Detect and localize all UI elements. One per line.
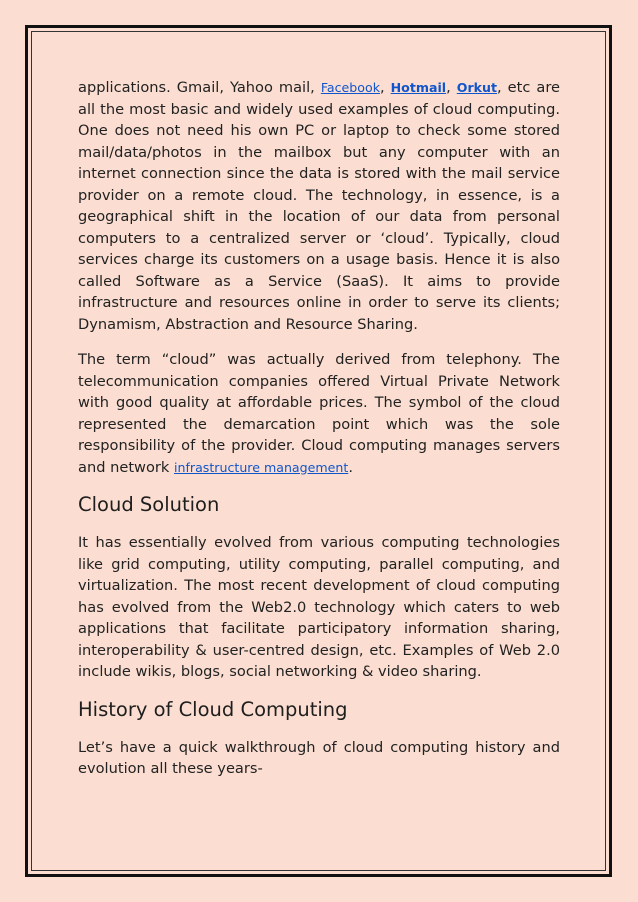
separator: , — [446, 79, 457, 96]
orkut-link[interactable]: Orkut — [456, 80, 498, 95]
heading-cloud-solution: Cloud Solution — [78, 493, 220, 516]
hotmail-link[interactable]: Hotmail — [390, 80, 447, 95]
document-body — [78, 77, 560, 794]
paragraph-cloud-intro — [78, 77, 560, 335]
paragraph-text: , etc are all the most basic and widely used examples of cloud computing. One does not need his own PC or laptop to check some stored mail/data/photos in the mailbox but any computer with an internet connection since the data is stored with the mail service provider on a remote cloud. The technology, in essence, is a geographical shift in the location of our data from personal computers to a centralized server or ‘cloud’. Typically, cloud services charge its customers on a usage basis. Hence it is also called Software as a Service (SaaS). It aims to provide infrastructure and resources online in order to serve its clients; Dynamism, Abstraction and Resource Sharing. — [78, 79, 560, 333]
paragraph-text: applications. Gmail, Yahoo mail, — [78, 79, 321, 96]
paragraph-text: The term “cloud” was actually derived from telephony. The telecommunication companies offered Virtual Private Network with good quality at affordable prices. The symbol of the cloud represented the demarcation point which was the sole responsibility of the provider. Cloud computing manages servers and network — [78, 351, 560, 476]
paragraph-cloud-term — [78, 349, 560, 478]
facebook-link[interactable]: Facebook — [320, 80, 380, 95]
paragraph-end: . — [348, 458, 353, 476]
paragraph-history-intro: Let’s have a quick walkthrough of cloud computing history and evolution all these years- — [78, 738, 560, 777]
paragraph-cloud-solution: It has essentially evolved from various computing technologies like grid computing, utility computing, parallel computing, and virtualization. The most recent development of cloud computing has evolved from the Web2.0 technology which caters to web applications that facilitate participatory information sharing, interoperability & user-centred design, etc. Examples of Web 2.0 include wikis, blogs, social networking & video sharing. — [78, 534, 560, 680]
separator: , — [380, 79, 391, 96]
infrastructure-management-link[interactable]: infrastructure management — [174, 459, 349, 475]
heading-history: History of Cloud Computing — [78, 697, 348, 721]
